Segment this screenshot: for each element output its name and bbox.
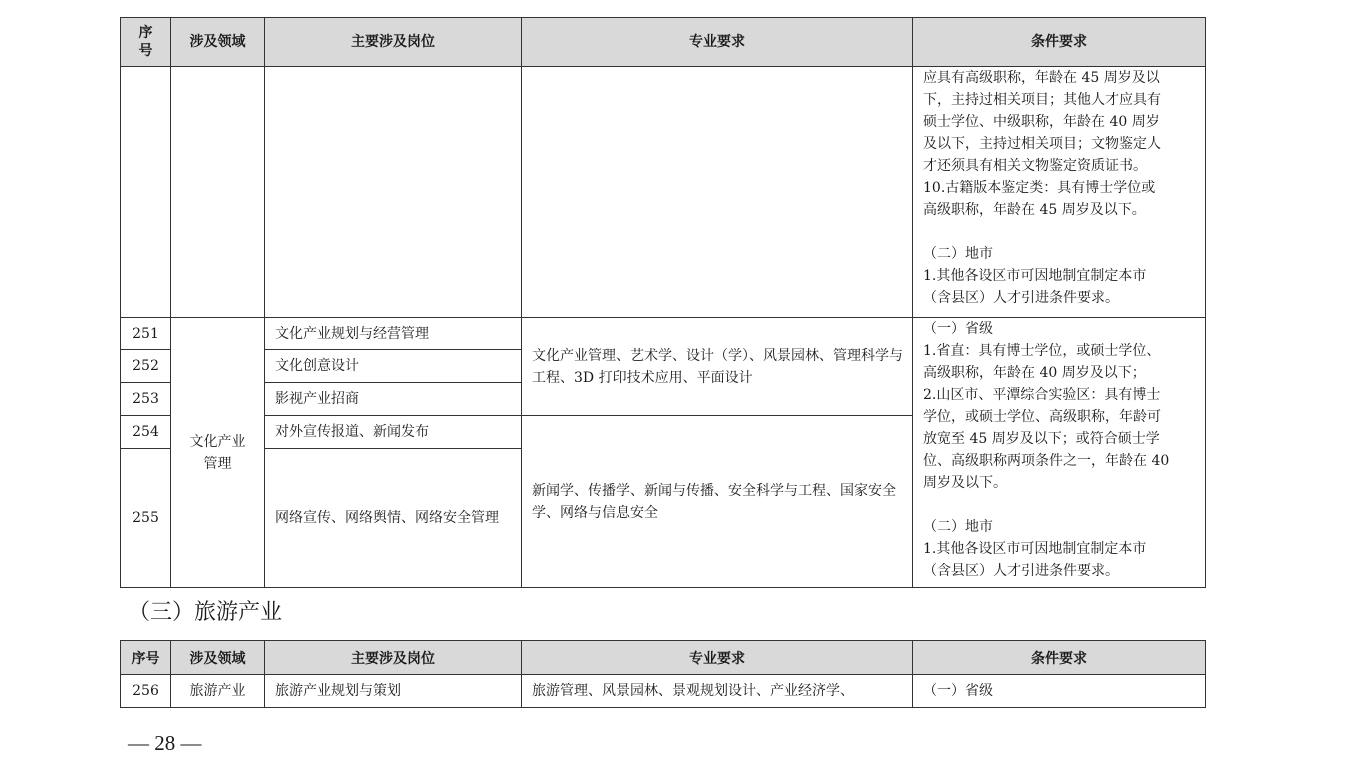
table-header-row: [121, 641, 1206, 675]
row-post: 影视产业招商: [265, 383, 522, 416]
cond-group-cell: （一）省级 1.省直：具有博士学位，或硕士学位、 高级职称，年龄在 40 周岁及以下； 2.山区市、平潭综合实验区：具有博士 学位，或硕士学位、高级职称，年龄可 放宽至 45 周岁及以下；或符合硕士学 位、高级职称两项条件之一，年龄在 40 周岁及以下。 （二）地市 1.其他各设区市可因地制宜制定本市 （含县区）人才引进条件要求。: [913, 318, 1206, 588]
header-no: [121, 18, 171, 67]
row-major: 旅游管理、风景园林、景观规划设计、产业经济学、: [522, 675, 913, 708]
section-title: （三）旅游产业: [128, 600, 283, 625]
field-cell: [171, 318, 265, 588]
field-line1: 文化产业: [189, 433, 246, 450]
field-line2: 管理: [203, 455, 232, 472]
row-no: 254: [121, 416, 171, 449]
row-post: 对外宣传报道、新闻发布: [265, 416, 522, 449]
header-field: 涉及领域: [171, 18, 265, 67]
row-field: 旅游产业: [171, 675, 265, 708]
continuation-cond-cell: 应具有高级职称，年龄在 45 周岁及以 下，主持过相关项目；其他人才应具有 硕士学位、中级职称，年龄在 40 周岁 及以下，主持过相关项目；文物鉴定人 才还须具有相关文物鉴定资质证书。 10.古籍版本鉴定类：具有博士学位或 高级职称，年龄在 45 周岁及以下。 （二）地市 1.其他各设区市可因地制宜制定本市 （含县区）人才引进条件要求。: [913, 67, 1206, 318]
talent-table-culture: [120, 17, 1206, 588]
continuation-field-cell: [171, 67, 265, 318]
continuation-no-cell: [121, 67, 171, 318]
header-post: 主要涉及岗位: [265, 641, 522, 675]
header-post: 主要涉及岗位: [265, 18, 522, 67]
major-group2-cell: 新闻学、传播学、新闻与传播、安全科学与工程、国家安全学、网络与信息安全: [522, 416, 913, 588]
row-no: 251: [121, 318, 171, 350]
row-cond: （一）省级: [913, 675, 1206, 708]
continuation-post-cell: [265, 67, 522, 318]
header-cond: 条件要求: [913, 641, 1206, 675]
header-no-line2: 号: [138, 43, 153, 59]
page-number: — 28 —: [128, 731, 202, 755]
row-post: 文化产业规划与经营管理: [265, 318, 522, 350]
talent-table-tourism: [120, 640, 1206, 708]
continuation-major-cell: [522, 67, 913, 318]
row-post: 网络宣传、网络舆情、网络安全管理: [265, 449, 522, 588]
continuation-row: [121, 67, 1206, 318]
row-post: 旅游产业规划与策划: [265, 675, 522, 708]
row-no: 256: [121, 675, 171, 708]
header-no-line1: 序: [138, 25, 153, 41]
header-major: 专业要求: [522, 18, 913, 67]
row-post: 文化创意设计: [265, 350, 522, 383]
row-no: 252: [121, 350, 171, 383]
header-field: 涉及领域: [171, 641, 265, 675]
major-group1-cell: 文化产业管理、艺术学、设计（学）、风景园林、管理科学与工程、3D 打印技术应用、平面设计: [522, 318, 913, 416]
row-no: 253: [121, 383, 171, 416]
header-major: 专业要求: [522, 641, 913, 675]
table-row: [121, 318, 1206, 350]
table-header-row: [121, 18, 1206, 67]
header-cond: 条件要求: [913, 18, 1206, 67]
table-row: [121, 675, 1206, 708]
row-no: 255: [121, 449, 171, 588]
header-no: 序号: [121, 641, 171, 675]
